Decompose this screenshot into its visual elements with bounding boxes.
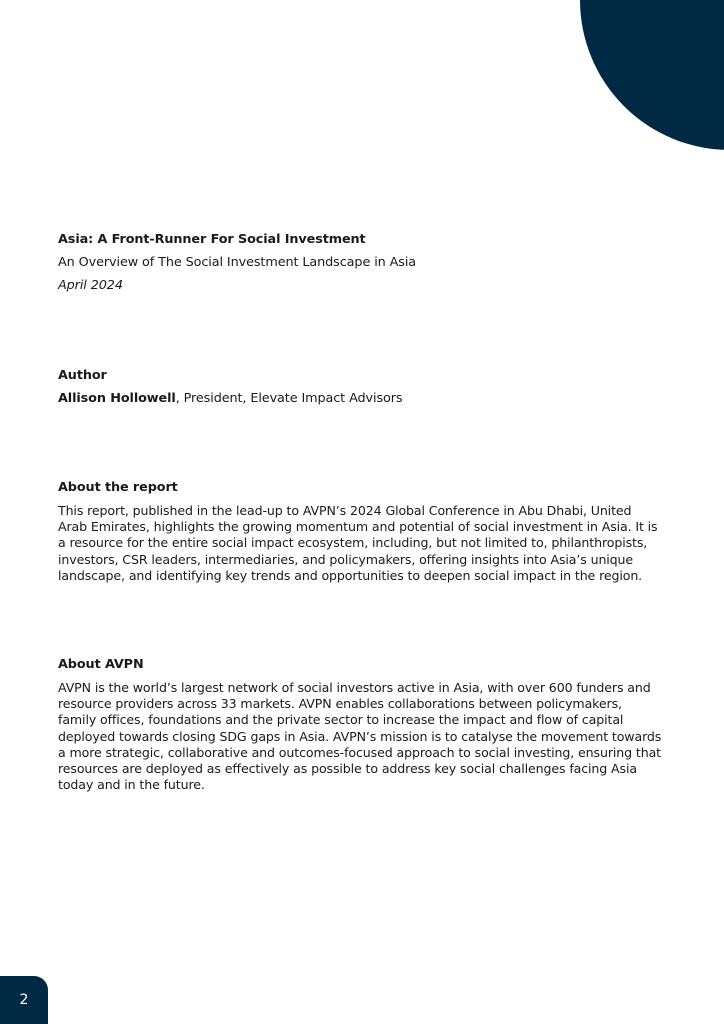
about-report-heading: About the report	[58, 480, 178, 495]
author-line	[58, 391, 662, 407]
page-number: 2	[0, 976, 48, 1024]
report-title: Asia: A Front-Runner For Social Investment	[58, 232, 366, 247]
about-avpn-section	[58, 657, 662, 793]
about-avpn-body: AVPN is the world’s largest network of social investors active in Asia, with over 600 funders and resource providers across 33 markets. AVPN enables collaborations between policymakers, family offices, foundations and the private sector to increase the impact and flow of capital deployed towards closing SDG gaps in Asia. AVPN’s mission is to catalyse the movement towards a more strategic, collaborative and outcomes-focused approach to social investing, ensuring that resources are deployed as effectively as possible to address key social challenges facing Asia today and in the future.	[58, 680, 662, 793]
author-section	[58, 368, 662, 407]
author-name: Allison Hollowell	[58, 391, 176, 406]
about-avpn-heading: About AVPN	[58, 657, 144, 672]
author-heading: Author	[58, 368, 107, 383]
about-report-section	[58, 480, 662, 584]
cover-info	[58, 232, 662, 294]
author-role: , President, Elevate Impact Advisors	[175, 391, 403, 406]
corner-decoration	[580, 0, 724, 150]
report-date: April 2024	[58, 278, 123, 293]
report-subtitle: An Overview of The Social Investment Landscape in Asia	[58, 255, 417, 270]
about-report-body: This report, published in the lead-up to AVPN’s 2024 Global Conference in Abu Dhabi, United Arab Emirates, highlights the growing momentum and potential of social investment in Asia. It is a resource for the entire social impact ecosystem, including, but not limited to, philanthropists, investors, CSR leaders, intermediaries, and policymakers, offering insights into Asia’s unique landscape, and identifying key trends and opportunities to deepen social impact in the region.	[58, 503, 658, 583]
